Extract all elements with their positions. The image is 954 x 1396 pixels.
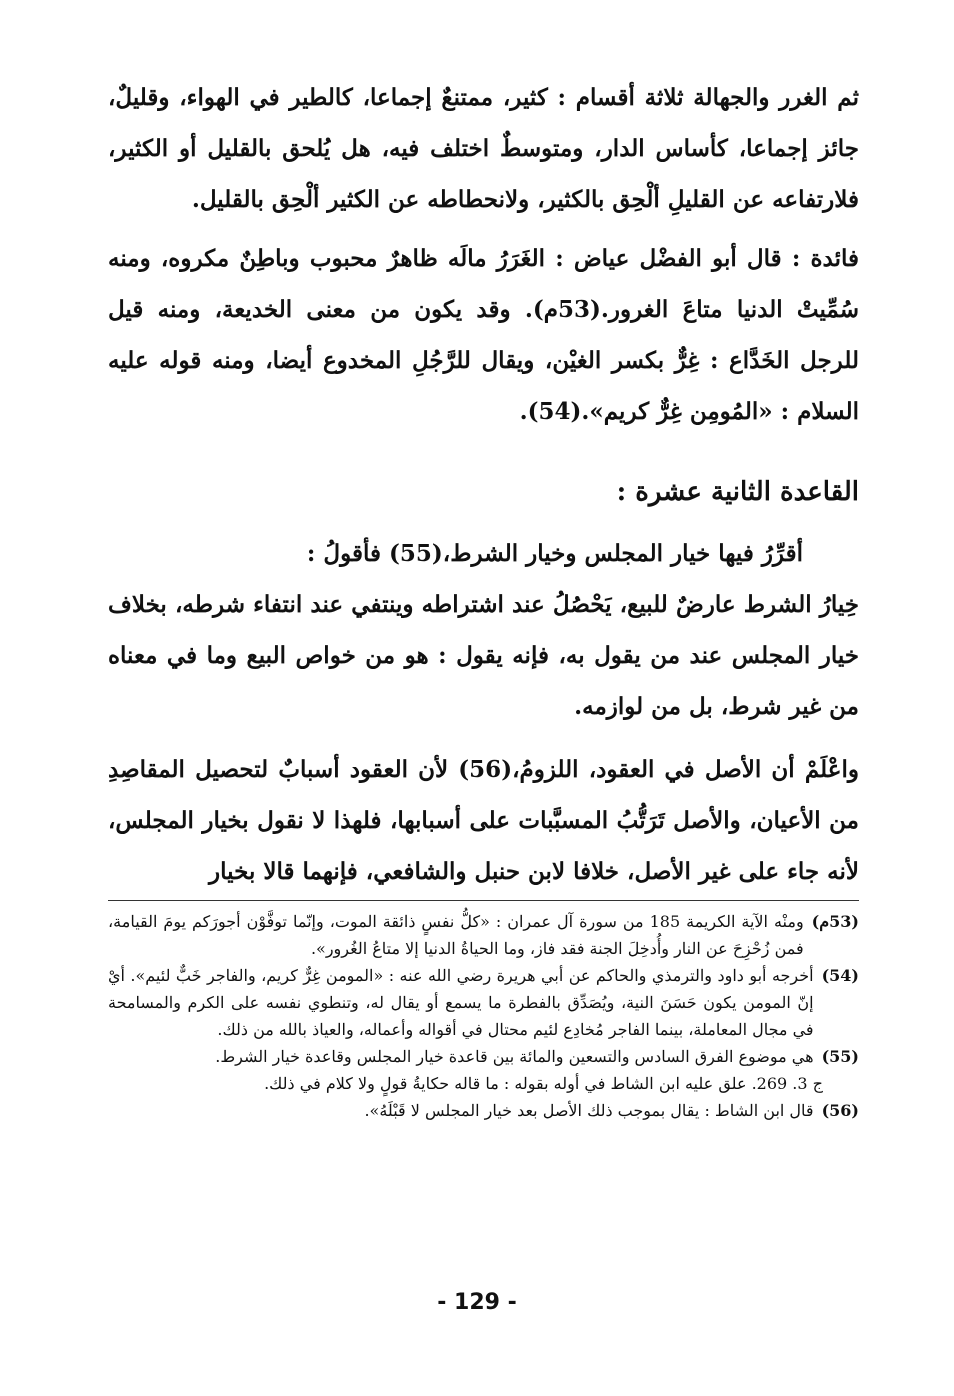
footnote-53m bbox=[108, 908, 859, 962]
footnote-text: ج 3. 269. علق عليه ابن الشاط في أوله بقوله : ما قاله حكايةُ قولٍ ولا كلام في ذلك. bbox=[264, 1074, 823, 1093]
footnote-divider bbox=[108, 900, 859, 901]
main-text-block bbox=[108, 72, 859, 445]
paragraph-gharar: ثم الغرر والجهالة ثلاثة أقسام : كثير، ممتنعٌ إجماعا، كالطير في الهواء، وقليلٌ، جائز إجماعا، كأساس الدار، ومتوسطٌ اختلف فيه، هل يُلحق بالقليل أو الكثير، فلارتفاعه عن القليلِ ألْحِق بالكثير، ولانحطاطه عن الكثير ألْحِق بالقليل. bbox=[108, 84, 859, 213]
footnote-number: (53م) bbox=[811, 912, 859, 931]
paragraph-khiyar: خِيارُ الشرط عارضٌ للبيع، يَحْصُلُ عند اشتراطه وينتفي عند انتفاء شرطه، بخلاف خيار المجلس عند من يقول به، فإنه يقول : هو من خواص البيع وما في معناه من غير شرط، بل من لوازمه. bbox=[108, 591, 859, 720]
footnote-number: (55) bbox=[821, 1047, 859, 1066]
footnote-55-continued bbox=[108, 1070, 823, 1097]
footnote-text: ومنْه الآية الكريمة 185 من سورة آل عمران : «كلُّ نفسٍ ذائقة الموت، وإنّما توفَّوْن أجورَكم يومَ القيامة، فمن زُحْزِحَ عن النار وأُدخِلَ الجنة فقد فاز، وما الحياةُ الدنيا إلا متاعُ الغُرور». bbox=[108, 912, 804, 958]
paragraph-asl: واعْلَمْ أن الأصل في العقود، اللزومُ،(56) لأن العقود أسبابٌ لتحصيل المقاصِدِ من الأعيان، والأصل تَرَتُّبُ المسبَّبات على أسبابها، فلهذا لا نقول بخيار المجلس، لأنه جاء على غير الأصل، خلافا لابن حنبل والشافعي، فإنهما قالا بخيار bbox=[108, 756, 859, 885]
footnote-text: قال ابن الشاط : يقال بموجب ذلك الأصل بعد خيار المجلس لا قَبْلَهُ». bbox=[364, 1101, 814, 1120]
paragraph-faida bbox=[108, 233, 859, 437]
footnote-55 bbox=[108, 1043, 859, 1070]
footnote-number: (56) bbox=[821, 1101, 859, 1120]
faida-label: فائدة : bbox=[791, 245, 859, 272]
section-intro: أقرِّرُ فيها خيار المجلس وخيار الشرط،(55) فأقولُ : bbox=[306, 540, 803, 567]
section-body bbox=[108, 528, 859, 897]
page-number: - 129 - bbox=[437, 1290, 517, 1315]
footnote-56 bbox=[108, 1097, 859, 1124]
footnotes bbox=[108, 908, 859, 1124]
footnote-number: (54) bbox=[821, 966, 859, 985]
footnote-text: أخرجه أبو داود والترمذي والحاكم عن أبي هريرة رضي الله عنه : «المومن غِرٌّ كريم، والفاجر خَبٌّ لئيم». أيْ إنّ المومن يكون حَسَنَ النية، ويُصَدِّق بالفطرة ما يسمع أو يقال له، وتنطوي نفسه على الكرم والمسامحة في مجال المعاملة، بينما الفاجر مُخادِع لئيم محتال في أقواله وأعماله، والعياذ بالله من ذلك. bbox=[108, 966, 814, 1039]
section-heading: القاعدة الثانية عشرة : bbox=[616, 477, 859, 507]
faida-text: قال أبو الفضْل عياض : الغَرَرُ مالَه ظاهرٌ محبوب وباطِنٌ مكروه، ومنه سُمِّيتْ الدنيا متاعَ الغرور.(53م). وقد يكون من معنى الخديعة، ومنه قيل للرجل الخَدَّاع : غِرٌّ بكسر الغيْن، ويقال للرَّجُلِ المخدوع أيضا، ومنه قوله عليه السلام : «المُومِن غِرٌّ كريم».(54). bbox=[108, 245, 859, 425]
footnote-54 bbox=[108, 962, 859, 1043]
footnote-text: هي موضوع الفرق السادس والتسعين والمائة بين قاعدة خيار المجلس وقاعدة خيار الشرط. bbox=[215, 1047, 814, 1066]
